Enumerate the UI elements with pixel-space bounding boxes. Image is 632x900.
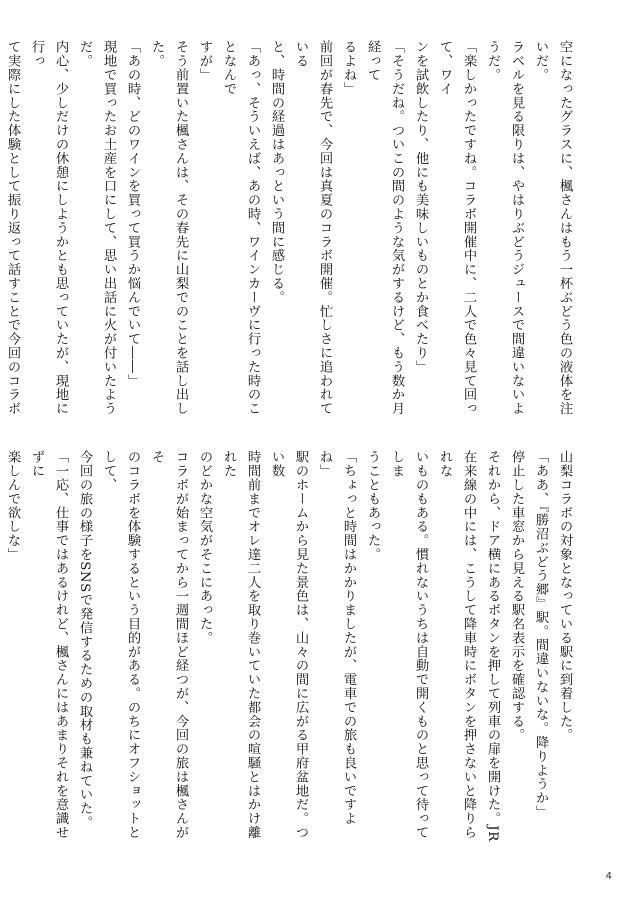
text-line: るよね」: [341, 40, 356, 96]
text-line: 「一応、仕事ではあるけれど、楓さんにはあまりそれを意識せずに: [29, 450, 68, 840]
text-line: のコラボを体験するという目的がある。のちにオフショットとして、: [101, 450, 140, 840]
text-line: 今回の旅の様子をSNSで発信するための取材も兼ねていた。: [77, 450, 92, 830]
text-line: 山梨コラボの対象となっている駅に到着した。: [557, 450, 572, 742]
text-line: 「ああ、『勝沼ぶどう郷』駅。間違いないな。降りようか」: [533, 450, 548, 819]
text-line: 「あっ、そういえば、あの時、ワインカーヴに行った時のことなんで: [221, 40, 260, 416]
text-column-bottom: [5, 450, 576, 845]
text-line: 空になったグラスに、楓さんはもう一杯ぶどう色の液体を注いだ。: [533, 40, 572, 416]
page-number: 4: [605, 871, 612, 882]
text-line: 停止した車窓から見える駅名表示を確認する。: [509, 450, 524, 742]
text-line: うこともあった。: [365, 450, 380, 562]
text-line: いものもある。慣れないうちは自動で開くものと思って待ってしま: [389, 450, 428, 840]
text-line: そう前置いた楓さんは、その春先に山梨でのことを話し出した。: [149, 40, 188, 416]
text-line: すが」: [197, 40, 212, 82]
text-line: それから、ドア横にあるボタンを押して列車の扉を開けた。JR: [485, 450, 500, 842]
text-line: 在来線の中には、こうして降車時にボタンを押さないと降りられな: [437, 450, 476, 840]
text-line: 「あの時、どのワインを買って買うか悩んでいて――」: [125, 40, 140, 388]
text-line: 内心、少しだけの休憩にしようかとも思っていたが、現地に行っ: [29, 40, 68, 416]
text-column-top: [5, 40, 576, 423]
text-line: 駅のホームから見た景色は、山々の間に広がる甲府盆地だ。つい数: [269, 450, 308, 840]
text-line: 楽しんで欲しな」: [5, 450, 20, 562]
text-line: て実際にした体験として振り返って話すことで今回のコラボ: [5, 40, 20, 416]
text-line: コラボが始まってから一週間ほど経つが、今回の旅は楓さんがそ: [149, 450, 188, 840]
text-line: 時間前までオレ達二人を取り巻いていた都会の喧騒とはかけ離れた: [221, 450, 260, 840]
text-line: ラベルを見る限りは、やはりぶどうジュースで間違いないようだ。: [485, 40, 524, 416]
text-line: 「そうだね。ついこの間のような気がするけど、もう数か月経って: [365, 40, 404, 416]
text-line: 前回が春先で、今回は真夏のコラボ開催。忙しさに追われている: [293, 40, 332, 416]
text-line: ンを試飲したり、他にも美味しいものとか食べたり」: [413, 40, 428, 374]
text-line: と、時間の経過はあっという間に感じる。: [269, 40, 284, 305]
text-line: 現地で買ったお土産を口にして、思い出話に火が付いたようだ。: [77, 40, 116, 416]
text-line: のどかな空気がそこにあった。: [197, 450, 212, 645]
text-line: 「楽しかったですね。コラボ開催中に、二人で色々見て回って、ワイ: [437, 40, 476, 416]
text-line: 「ちょっと時間はかかりましたが、電車での旅も良いですよね」: [317, 450, 356, 826]
